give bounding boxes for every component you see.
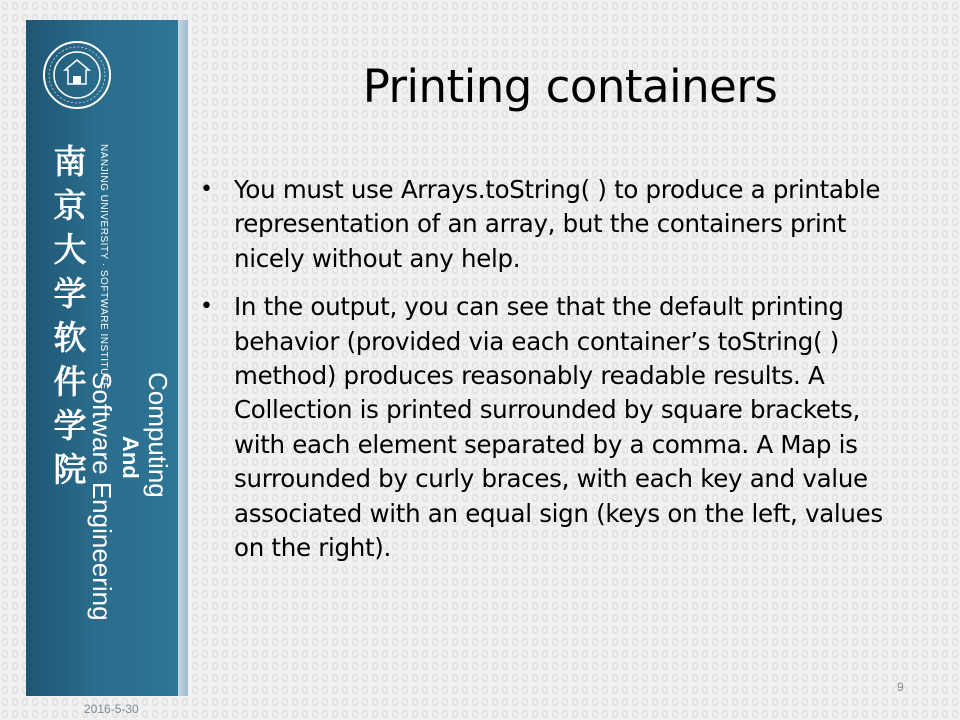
bullet-item xyxy=(198,173,902,276)
tagline-and: And xyxy=(118,436,143,479)
slide-title: Printing containers xyxy=(362,60,778,113)
page-number: 9 xyxy=(897,680,904,694)
slide-date: 2016-5-30 xyxy=(84,702,139,716)
bullet-item xyxy=(198,290,902,565)
institute-cn-text: 软件学院 xyxy=(53,318,87,489)
university-cn-text: 南京大学 xyxy=(53,142,87,313)
bullet-icon: • xyxy=(200,177,213,202)
university-name-en: NANJING UNIVERSITY · SOFTWARE INSTITUTE xyxy=(98,144,109,390)
university-seal-icon xyxy=(42,40,112,110)
sidebar-banner xyxy=(26,20,178,716)
bullet-text: You must use Arrays.toString( ) to produce a printable representation of an array, but the containers print nicely without any help. xyxy=(234,175,881,273)
tagline-computing: Computing xyxy=(143,372,173,498)
sidebar-edge xyxy=(178,20,188,696)
bullet-list xyxy=(198,173,902,579)
bullet-text: In the output, you can see that the default printing behavior (provided via each container’s toString( ) method) produces reasonably readable results. A Collection is printed surrounded by square brackets, with each element separated by a comma. A Map is surrounded by curly braces, with each key and value associated with an equal sign (keys on the left, values on the right). xyxy=(234,292,883,563)
bullet-icon: • xyxy=(200,294,213,320)
tagline xyxy=(82,372,172,692)
tagline-software-engineering: Software Engineering xyxy=(87,372,117,621)
